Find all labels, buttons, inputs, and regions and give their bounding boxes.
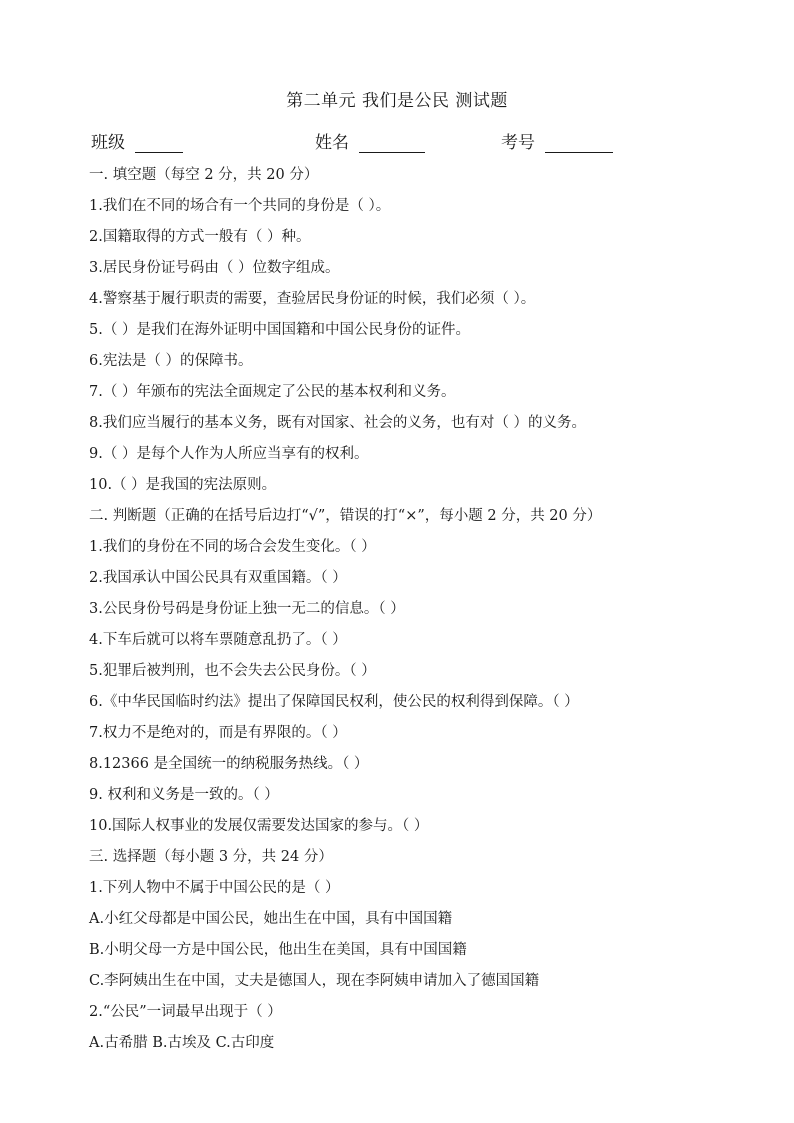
- question-item: 4.下车后就可以将车票随意乱扔了。（ ）: [89, 632, 347, 648]
- name-label: 姓名: [315, 133, 349, 153]
- question-item: 10.国际人权事业的发展仅需要发达国家的参与。（ ）: [89, 818, 429, 834]
- section-heading-fill-blank: 一. 填空题（每空 2 分，共 20 分）: [89, 167, 319, 183]
- exam-number-label: 考号: [501, 133, 535, 153]
- question-item: 1.下列人物中不属于中国公民的是（ ）: [89, 880, 340, 896]
- choice-option: A.古希腊 B.古埃及 C.古印度: [89, 1035, 275, 1051]
- name-field: [315, 128, 425, 153]
- question-item: 2.国籍取得的方式一般有（ ）种。: [89, 229, 311, 245]
- student-info-row: [91, 128, 651, 154]
- question-item: 3.居民身份证号码由（ ）位数字组成。: [89, 260, 340, 276]
- question-item: 9.（ ）是每个人作为人所应当享有的权利。: [89, 446, 369, 462]
- question-item: 2.“公民”一词最早出现于（ ）: [89, 1004, 282, 1020]
- class-blank: [135, 134, 183, 153]
- question-item: 9. 权利和义务是一致的。（ ）: [89, 787, 279, 803]
- choice-option: C.李阿姨出生在中国，丈夫是德国人，现在李阿姨申请加入了德国国籍: [89, 973, 540, 989]
- exam-body: [89, 160, 729, 1059]
- class-label: 班级: [91, 133, 125, 153]
- page-title: 第二单元 我们是公民 测试题: [286, 91, 508, 111]
- question-item: 1.我们的身份在不同的场合会发生变化。（ ）: [89, 539, 376, 555]
- question-item: 8.我们应当履行的基本义务，既有对国家、社会的义务，也有对（ ）的义务。: [89, 415, 586, 431]
- name-blank: [359, 134, 425, 153]
- question-item: 2.我国承认中国公民具有双重国籍。（ ）: [89, 570, 347, 586]
- question-item: 6.宪法是（ ）的保障书。: [89, 353, 253, 369]
- question-item: 10.（ ）是我国的宪法原则。: [89, 477, 277, 493]
- section-heading-multiple-choice: 三. 选择题（每小题 3 分，共 24 分）: [89, 849, 333, 865]
- class-field: [91, 128, 183, 153]
- question-item: 5.（ ）是我们在海外证明中国国籍和中国公民身份的证件。: [89, 322, 470, 338]
- section-heading-true-false: 二. 判断题（正确的在括号后边打“√”，错误的打“×”，每小题 2 分，共 20 分）: [89, 508, 602, 524]
- question-item: 4.警察基于履行职责的需要，查验居民身份证的时候，我们必须（ ）。: [89, 291, 536, 307]
- question-item: 6.《中华民国临时约法》提出了保障国民权利，使公民的权利得到保障。（ ）: [89, 694, 579, 710]
- exam-number-field: [501, 128, 613, 153]
- question-item: 3.公民身份号码是身份证上独一无二的信息。（ ）: [89, 601, 405, 617]
- question-item: 1.我们在不同的场合有一个共同的身份是（ ）。: [89, 198, 391, 214]
- choice-option: A.小红父母都是中国公民，她出生在中国，具有中国国籍: [89, 911, 453, 927]
- question-item: 5.犯罪后被判刑，也不会失去公民身份。（ ）: [89, 663, 376, 679]
- exam-number-blank: [545, 134, 613, 153]
- choice-option: B.小明父母一方是中国公民，他出生在美国，具有中国国籍: [89, 942, 467, 958]
- question-item: 7.权力不是绝对的，而是有界限的。（ ）: [89, 725, 347, 741]
- question-item: 7.（ ）年颁布的宪法全面规定了公民的基本权利和义务。: [89, 384, 456, 400]
- question-item: 8.12366 是全国统一的纳税服务热线。（ ）: [89, 756, 369, 772]
